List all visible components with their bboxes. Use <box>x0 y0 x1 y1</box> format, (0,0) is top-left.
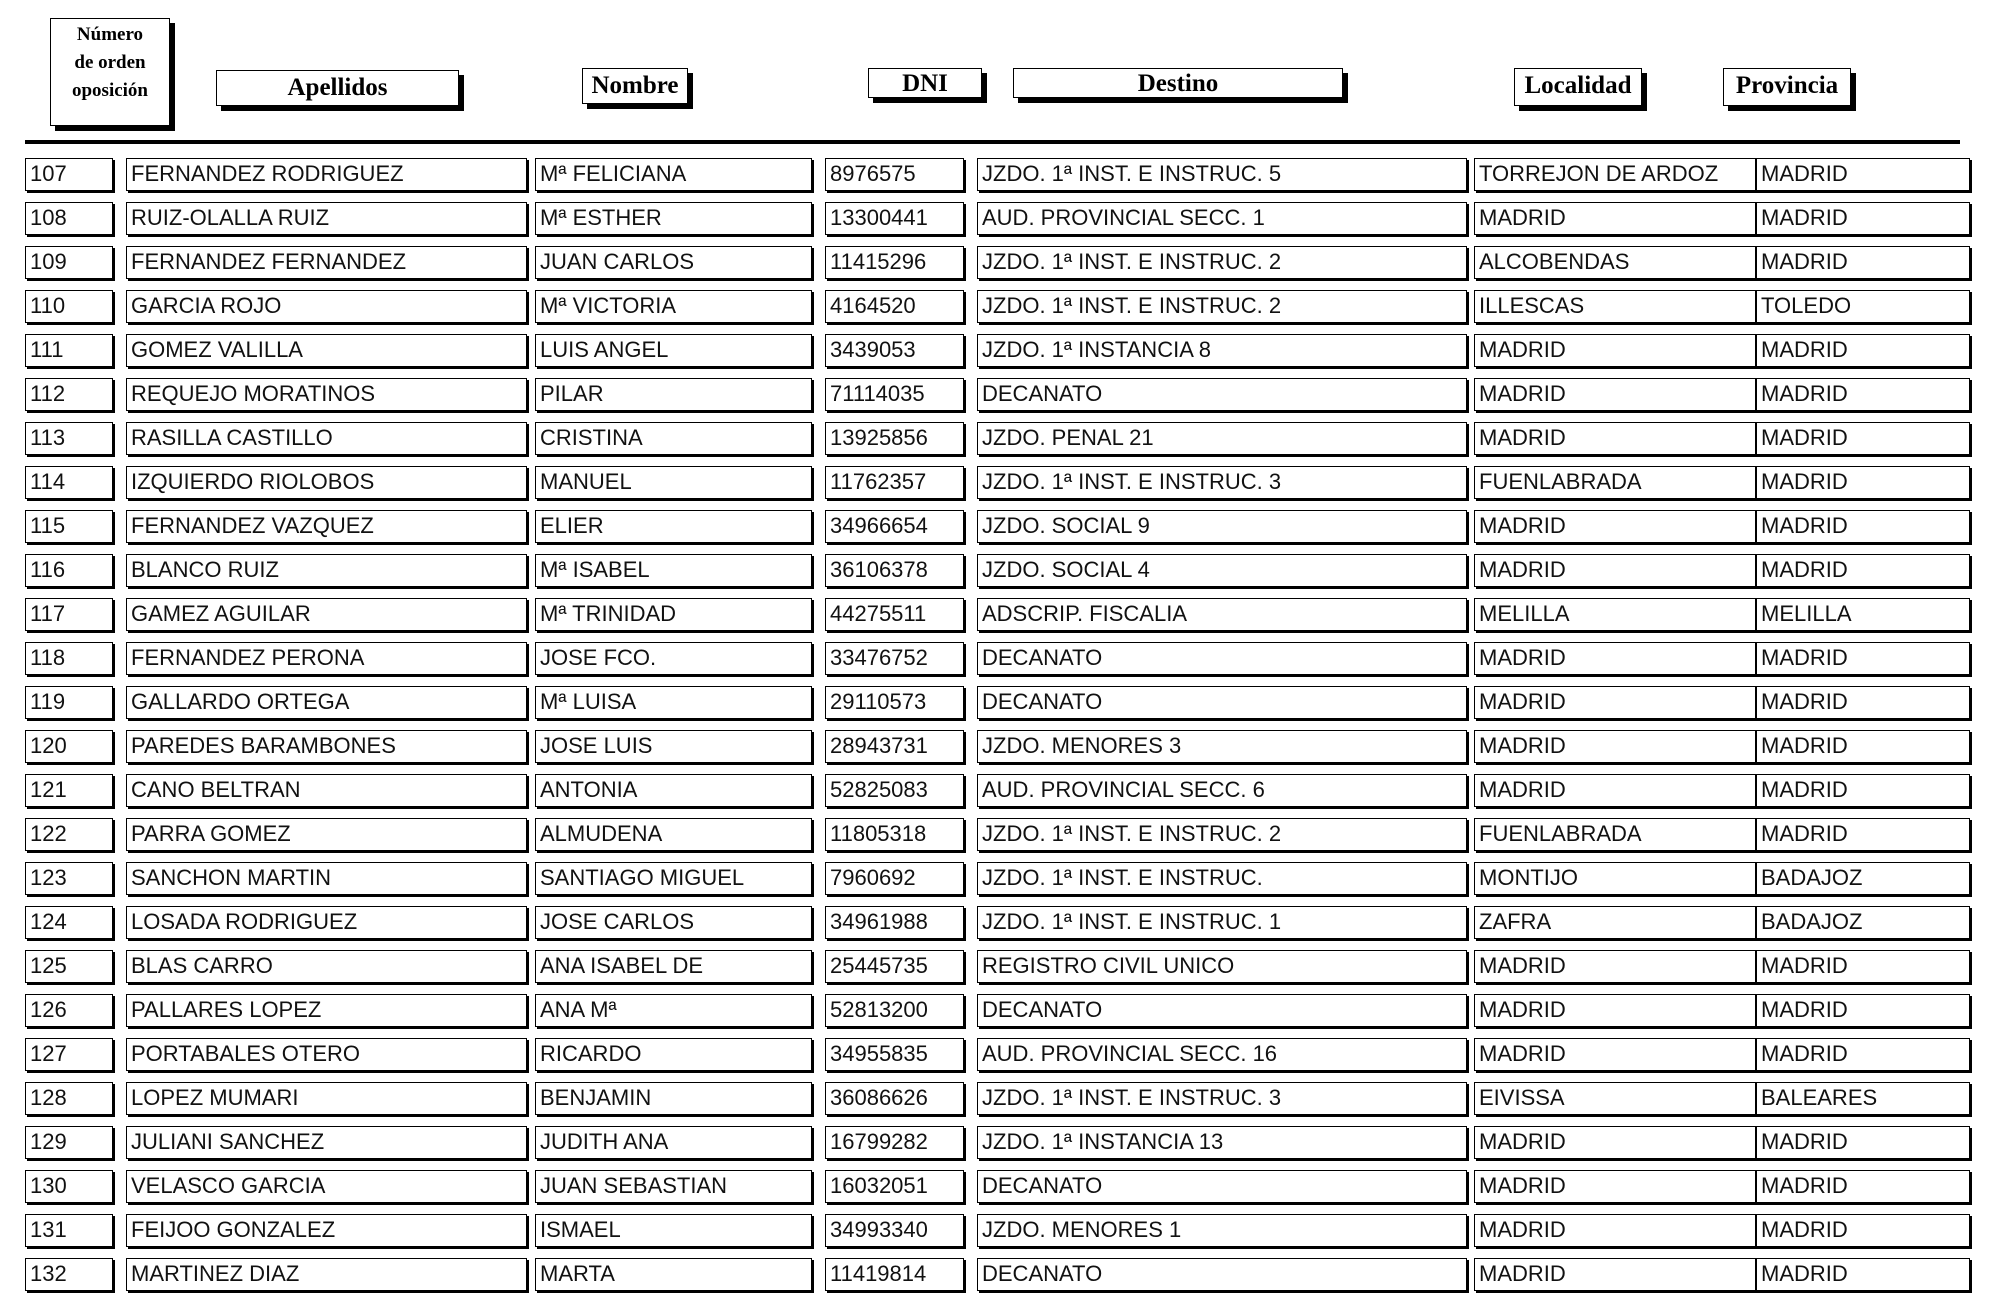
cell-dni: 11762357 <box>825 466 964 499</box>
cell-apellidos: FERNANDEZ RODRIGUEZ <box>126 158 527 191</box>
cell-dni: 33476752 <box>825 642 964 675</box>
cell-destino: JZDO. 1ª INST. E INSTRUC. 3 <box>977 466 1467 499</box>
cell-nombre: MARTA <box>535 1258 812 1291</box>
cell-nombre: MANUEL <box>535 466 812 499</box>
cell-destino: DECANATO <box>977 686 1467 719</box>
cell-nombre: Mª ESTHER <box>535 202 812 235</box>
cell-localidad: MADRID <box>1474 1258 1756 1291</box>
cell-provincia: MADRID <box>1756 1126 1970 1159</box>
cell-nombre: JUAN SEBASTIAN <box>535 1170 812 1203</box>
cell-destino: JZDO. 1ª INST. E INSTRUC. 3 <box>977 1082 1467 1115</box>
cell-destino: REGISTRO CIVIL UNICO <box>977 950 1467 983</box>
cell-localidad: MADRID <box>1474 1214 1756 1247</box>
header-numero-orden <box>50 18 170 126</box>
cell-apellidos: PALLARES LOPEZ <box>126 994 527 1027</box>
cell-numero: 115 <box>25 510 113 543</box>
cell-provincia: MADRID <box>1756 818 1970 851</box>
cell-localidad: MADRID <box>1474 994 1756 1027</box>
cell-dni: 8976575 <box>825 158 964 191</box>
cell-apellidos: GARCIA ROJO <box>126 290 527 323</box>
cell-localidad: MADRID <box>1474 202 1756 235</box>
table-row <box>0 1258 2000 1293</box>
cell-nombre: Mª FELICIANA <box>535 158 812 191</box>
table-row <box>0 994 2000 1029</box>
cell-provincia: MADRID <box>1756 994 1970 1027</box>
cell-numero: 127 <box>25 1038 113 1071</box>
table-row <box>0 730 2000 765</box>
cell-apellidos: FERNANDEZ PERONA <box>126 642 527 675</box>
cell-numero: 118 <box>25 642 113 675</box>
cell-localidad: MADRID <box>1474 730 1756 763</box>
cell-numero: 116 <box>25 554 113 587</box>
cell-provincia: MADRID <box>1756 466 1970 499</box>
cell-provincia: BALEARES <box>1756 1082 1970 1115</box>
cell-localidad: ZAFRA <box>1474 906 1756 939</box>
cell-provincia: MADRID <box>1756 554 1970 587</box>
table-row <box>0 466 2000 501</box>
cell-numero: 128 <box>25 1082 113 1115</box>
header-destino: Destino <box>1013 68 1343 98</box>
header-apellidos: Apellidos <box>216 70 459 106</box>
table-row <box>0 378 2000 413</box>
cell-dni: 44275511 <box>825 598 964 631</box>
cell-apellidos: FEIJOO GONZALEZ <box>126 1214 527 1247</box>
cell-nombre: JOSE FCO. <box>535 642 812 675</box>
cell-numero: 125 <box>25 950 113 983</box>
table-row <box>0 290 2000 325</box>
cell-numero: 108 <box>25 202 113 235</box>
cell-nombre: BENJAMIN <box>535 1082 812 1115</box>
cell-localidad: EIVISSA <box>1474 1082 1756 1115</box>
cell-dni: 25445735 <box>825 950 964 983</box>
cell-provincia: MADRID <box>1756 1170 1970 1203</box>
table-row <box>0 642 2000 677</box>
table-row <box>0 554 2000 589</box>
table-row <box>0 774 2000 809</box>
cell-destino: DECANATO <box>977 378 1467 411</box>
table-row <box>0 686 2000 721</box>
cell-localidad: MADRID <box>1474 686 1756 719</box>
table-row <box>0 1082 2000 1117</box>
table-row <box>0 334 2000 369</box>
cell-nombre: JUAN CARLOS <box>535 246 812 279</box>
cell-numero: 130 <box>25 1170 113 1203</box>
cell-apellidos: VELASCO GARCIA <box>126 1170 527 1203</box>
cell-destino: JZDO. MENORES 1 <box>977 1214 1467 1247</box>
cell-nombre: ELIER <box>535 510 812 543</box>
cell-dni: 4164520 <box>825 290 964 323</box>
cell-apellidos: FERNANDEZ VAZQUEZ <box>126 510 527 543</box>
header-localidad: Localidad <box>1514 68 1642 106</box>
cell-provincia: TOLEDO <box>1756 290 1970 323</box>
cell-nombre: JUDITH ANA <box>535 1126 812 1159</box>
cell-dni: 11419814 <box>825 1258 964 1291</box>
cell-numero: 122 <box>25 818 113 851</box>
cell-localidad: MADRID <box>1474 1170 1756 1203</box>
cell-nombre: SANTIAGO MIGUEL <box>535 862 812 895</box>
cell-numero: 113 <box>25 422 113 455</box>
table-row <box>0 158 2000 193</box>
cell-numero: 121 <box>25 774 113 807</box>
cell-localidad: MADRID <box>1474 334 1756 367</box>
table-row <box>0 202 2000 237</box>
cell-destino: JZDO. 1ª INST. E INSTRUC. <box>977 862 1467 895</box>
cell-destino: DECANATO <box>977 1170 1467 1203</box>
cell-localidad: MADRID <box>1474 1126 1756 1159</box>
cell-numero: 124 <box>25 906 113 939</box>
cell-nombre: Mª ISABEL <box>535 554 812 587</box>
cell-destino: JZDO. MENORES 3 <box>977 730 1467 763</box>
cell-numero: 117 <box>25 598 113 631</box>
cell-dni: 36086626 <box>825 1082 964 1115</box>
cell-nombre: ANTONIA <box>535 774 812 807</box>
cell-dni: 34966654 <box>825 510 964 543</box>
cell-nombre: ANA ISABEL DE <box>535 950 812 983</box>
cell-provincia: MADRID <box>1756 510 1970 543</box>
cell-destino: JZDO. 1ª INST. E INSTRUC. 5 <box>977 158 1467 191</box>
cell-apellidos: BLAS CARRO <box>126 950 527 983</box>
table-row <box>0 1214 2000 1249</box>
cell-localidad: MONTIJO <box>1474 862 1756 895</box>
cell-destino: DECANATO <box>977 642 1467 675</box>
cell-dni: 34961988 <box>825 906 964 939</box>
cell-destino: DECANATO <box>977 994 1467 1027</box>
cell-numero: 119 <box>25 686 113 719</box>
table-row <box>0 1170 2000 1205</box>
table-row <box>0 422 2000 457</box>
cell-nombre: JOSE LUIS <box>535 730 812 763</box>
cell-provincia: MADRID <box>1756 378 1970 411</box>
cell-localidad: MADRID <box>1474 510 1756 543</box>
cell-destino: JZDO. PENAL 21 <box>977 422 1467 455</box>
cell-nombre: ANA Mª <box>535 994 812 1027</box>
cell-provincia: MADRID <box>1756 642 1970 675</box>
cell-dni: 28943731 <box>825 730 964 763</box>
cell-destino: JZDO. SOCIAL 9 <box>977 510 1467 543</box>
cell-dni: 11415296 <box>825 246 964 279</box>
cell-dni: 3439053 <box>825 334 964 367</box>
table-row <box>0 1126 2000 1161</box>
cell-provincia: MADRID <box>1756 334 1970 367</box>
cell-numero: 107 <box>25 158 113 191</box>
cell-dni: 71114035 <box>825 378 964 411</box>
cell-nombre: LUIS ANGEL <box>535 334 812 367</box>
cell-apellidos: FERNANDEZ FERNANDEZ <box>126 246 527 279</box>
cell-provincia: MADRID <box>1756 686 1970 719</box>
cell-numero: 110 <box>25 290 113 323</box>
cell-localidad: MADRID <box>1474 1038 1756 1071</box>
cell-provincia: MADRID <box>1756 774 1970 807</box>
cell-provincia: MADRID <box>1756 1258 1970 1291</box>
cell-provincia: MELILLA <box>1756 598 1970 631</box>
cell-dni: 36106378 <box>825 554 964 587</box>
cell-apellidos: RUIZ-OLALLA RUIZ <box>126 202 527 235</box>
cell-apellidos: GAMEZ AGUILAR <box>126 598 527 631</box>
cell-destino: ADSCRIP. FISCALIA <box>977 598 1467 631</box>
cell-localidad: MADRID <box>1474 642 1756 675</box>
cell-apellidos: PAREDES BARAMBONES <box>126 730 527 763</box>
cell-localidad: MADRID <box>1474 774 1756 807</box>
cell-apellidos: JULIANI SANCHEZ <box>126 1126 527 1159</box>
cell-apellidos: GOMEZ VALILLA <box>126 334 527 367</box>
table-row <box>0 598 2000 633</box>
cell-nombre: JOSE CARLOS <box>535 906 812 939</box>
cell-dni: 13300441 <box>825 202 964 235</box>
cell-provincia: BADAJOZ <box>1756 862 1970 895</box>
cell-dni: 52825083 <box>825 774 964 807</box>
cell-destino: JZDO. 1ª INST. E INSTRUC. 2 <box>977 818 1467 851</box>
table-row <box>0 246 2000 281</box>
header-divider <box>25 140 1960 144</box>
cell-provincia: MADRID <box>1756 422 1970 455</box>
cell-apellidos: MARTINEZ DIAZ <box>126 1258 527 1291</box>
cell-numero: 109 <box>25 246 113 279</box>
cell-localidad: MELILLA <box>1474 598 1756 631</box>
table-row <box>0 818 2000 853</box>
table-row <box>0 862 2000 897</box>
header-numero-line3: oposición <box>71 80 149 101</box>
cell-localidad: MADRID <box>1474 950 1756 983</box>
cell-localidad: MADRID <box>1474 378 1756 411</box>
header-provincia: Provincia <box>1723 68 1851 106</box>
cell-destino: JZDO. 1ª INSTANCIA 13 <box>977 1126 1467 1159</box>
cell-nombre: PILAR <box>535 378 812 411</box>
table-row <box>0 950 2000 985</box>
cell-provincia: MADRID <box>1756 158 1970 191</box>
cell-provincia: BADAJOZ <box>1756 906 1970 939</box>
cell-numero: 126 <box>25 994 113 1027</box>
cell-numero: 120 <box>25 730 113 763</box>
cell-provincia: MADRID <box>1756 1214 1970 1247</box>
cell-apellidos: BLANCO RUIZ <box>126 554 527 587</box>
cell-dni: 16032051 <box>825 1170 964 1203</box>
cell-localidad: ALCOBENDAS <box>1474 246 1756 279</box>
cell-destino: AUD. PROVINCIAL SECC. 1 <box>977 202 1467 235</box>
cell-apellidos: PORTABALES OTERO <box>126 1038 527 1071</box>
cell-provincia: MADRID <box>1756 950 1970 983</box>
cell-apellidos: CANO BELTRAN <box>126 774 527 807</box>
cell-numero: 129 <box>25 1126 113 1159</box>
cell-nombre: Mª LUISA <box>535 686 812 719</box>
cell-dni: 16799282 <box>825 1126 964 1159</box>
header-dni: DNI <box>868 68 982 98</box>
cell-provincia: MADRID <box>1756 1038 1970 1071</box>
cell-apellidos: IZQUIERDO RIOLOBOS <box>126 466 527 499</box>
cell-apellidos: REQUEJO MORATINOS <box>126 378 527 411</box>
cell-destino: JZDO. 1ª INST. E INSTRUC. 2 <box>977 246 1467 279</box>
cell-destino: JZDO. 1ª INST. E INSTRUC. 2 <box>977 290 1467 323</box>
cell-localidad: FUENLABRADA <box>1474 466 1756 499</box>
cell-localidad: MADRID <box>1474 422 1756 455</box>
cell-destino: AUD. PROVINCIAL SECC. 6 <box>977 774 1467 807</box>
cell-nombre: ISMAEL <box>535 1214 812 1247</box>
cell-apellidos: PARRA GOMEZ <box>126 818 527 851</box>
header-numero-line2: de orden <box>74 52 146 73</box>
cell-provincia: MADRID <box>1756 246 1970 279</box>
cell-nombre: ALMUDENA <box>535 818 812 851</box>
cell-dni: 29110573 <box>825 686 964 719</box>
cell-destino: DECANATO <box>977 1258 1467 1291</box>
header-numero-line1: Número <box>76 24 144 45</box>
cell-destino: AUD. PROVINCIAL SECC. 16 <box>977 1038 1467 1071</box>
cell-localidad: MADRID <box>1474 554 1756 587</box>
cell-apellidos: RASILLA CASTILLO <box>126 422 527 455</box>
cell-destino: JZDO. 1ª INSTANCIA 8 <box>977 334 1467 367</box>
cell-numero: 132 <box>25 1258 113 1291</box>
cell-dni: 34993340 <box>825 1214 964 1247</box>
cell-nombre: Mª VICTORIA <box>535 290 812 323</box>
cell-localidad: ILLESCAS <box>1474 290 1756 323</box>
cell-provincia: MADRID <box>1756 730 1970 763</box>
cell-apellidos: LOPEZ MUMARI <box>126 1082 527 1115</box>
cell-nombre: RICARDO <box>535 1038 812 1071</box>
cell-localidad: TORREJON DE ARDOZ <box>1474 158 1756 191</box>
cell-provincia: MADRID <box>1756 202 1970 235</box>
cell-apellidos: LOSADA RODRIGUEZ <box>126 906 527 939</box>
cell-destino: JZDO. SOCIAL 4 <box>977 554 1467 587</box>
cell-apellidos: GALLARDO ORTEGA <box>126 686 527 719</box>
cell-numero: 131 <box>25 1214 113 1247</box>
cell-numero: 114 <box>25 466 113 499</box>
cell-dni: 52813200 <box>825 994 964 1027</box>
cell-nombre: Mª TRINIDAD <box>535 598 812 631</box>
table-row <box>0 510 2000 545</box>
cell-dni: 11805318 <box>825 818 964 851</box>
cell-apellidos: SANCHON MARTIN <box>126 862 527 895</box>
header-nombre: Nombre <box>582 68 688 104</box>
cell-dni: 13925856 <box>825 422 964 455</box>
cell-localidad: FUENLABRADA <box>1474 818 1756 851</box>
table-row <box>0 906 2000 941</box>
cell-destino: JZDO. 1ª INST. E INSTRUC. 1 <box>977 906 1467 939</box>
cell-dni: 7960692 <box>825 862 964 895</box>
cell-dni: 34955835 <box>825 1038 964 1071</box>
cell-numero: 111 <box>25 334 113 367</box>
cell-nombre: CRISTINA <box>535 422 812 455</box>
cell-numero: 112 <box>25 378 113 411</box>
table-row <box>0 1038 2000 1073</box>
cell-numero: 123 <box>25 862 113 895</box>
